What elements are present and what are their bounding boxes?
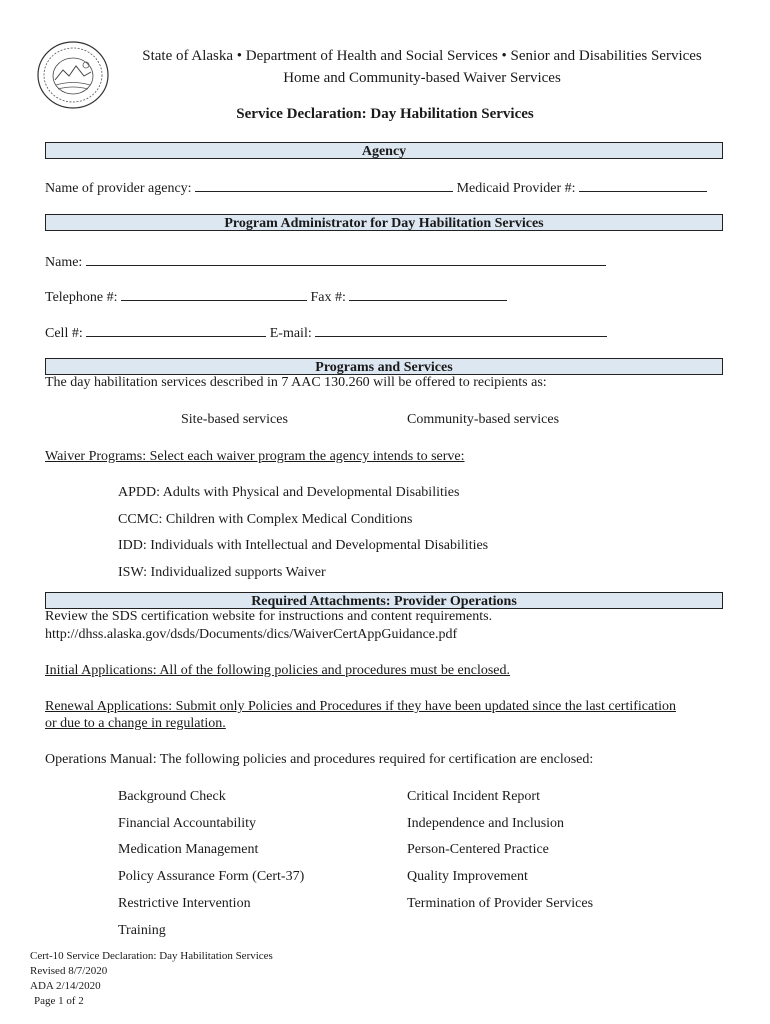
guidance-url-link[interactable]: http://dhss.alaska.gov/dsds/Documents/dics/WaiverCertAppGuidance.pdf: [45, 627, 458, 642]
header-program-line: Home and Community-based Waiver Services: [283, 70, 561, 86]
footer-ada: ADA 2/14/2020: [30, 980, 101, 992]
telephone-field[interactable]: [121, 287, 307, 301]
footer-page-number: Page 1 of 2: [34, 995, 84, 1007]
policy-assurance-form[interactable]: Policy Assurance Form (Cert-37): [118, 869, 305, 884]
policy-quality-improvement[interactable]: Quality Improvement: [407, 869, 528, 884]
cell-field[interactable]: [86, 323, 266, 337]
page-title: Service Declaration: Day Habilitation Services: [236, 106, 534, 122]
telephone-label: Telephone #:: [45, 290, 118, 305]
renewal-applications-note-1: Renewal Applications: Submit only Policies and Procedures if they have been updated since the last certification: [45, 699, 676, 714]
header-agency-line: State of Alaska • Department of Health and Social Services • Senior and Disabilities Services: [142, 48, 702, 64]
admin-name-row: [45, 252, 606, 271]
policy-training[interactable]: Training: [118, 923, 166, 938]
admin-phone-row: [45, 287, 507, 306]
medicaid-provider-label: Medicaid Provider #:: [456, 181, 576, 196]
email-label: E-mail:: [269, 326, 312, 341]
policy-termination-services[interactable]: Termination of Provider Services: [407, 896, 594, 911]
operations-manual-intro: Operations Manual: The following policies and procedures required for certification are enclosed:: [45, 752, 594, 767]
policy-person-centered-practice[interactable]: Person-Centered Practice: [407, 842, 549, 857]
admin-contact-row: [45, 323, 607, 342]
medicaid-provider-field[interactable]: [579, 178, 707, 192]
section-heading-programs: Programs and Services: [45, 358, 723, 375]
initial-applications-note: Initial Applications: All of the following policies and procedures must be enclosed.: [45, 663, 511, 678]
policy-financial-accountability[interactable]: Financial Accountability: [118, 816, 257, 831]
fax-label: Fax #:: [310, 290, 346, 305]
policy-critical-incident-report[interactable]: Critical Incident Report: [407, 789, 540, 804]
section-heading-administrator: Program Administrator for Day Habilitation Services: [45, 214, 723, 231]
option-community-based[interactable]: Community-based services: [407, 412, 560, 427]
policy-restrictive-intervention[interactable]: Restrictive Intervention: [118, 896, 251, 911]
state-seal-icon: [36, 40, 110, 110]
renewal-applications-note-2: or due to a change in regulation.: [45, 716, 226, 731]
programs-intro: The day habilitation services described in 7 AAC 130.260 will be offered to recipients as:: [45, 375, 547, 390]
waiver-option-isw[interactable]: ISW: Individualized supports Waiver: [118, 565, 326, 580]
policy-independence-inclusion[interactable]: Independence and Inclusion: [407, 816, 565, 831]
footer-form-name: Cert-10 Service Declaration: Day Habilitation Services: [30, 950, 273, 962]
footer-revised: Revised 8/7/2020: [30, 965, 108, 977]
policy-medication-management[interactable]: Medication Management: [118, 842, 259, 857]
section-heading-agency: Agency: [45, 142, 723, 159]
provider-agency-label: Name of provider agency:: [45, 181, 192, 196]
review-instructions: Review the SDS certification website for instructions and content requirements.: [45, 609, 493, 624]
fax-field[interactable]: [349, 287, 507, 301]
cell-label: Cell #:: [45, 326, 83, 341]
waiver-option-idd[interactable]: IDD: Individuals with Intellectual and Developmental Disabilities: [118, 538, 489, 553]
admin-name-label: Name:: [45, 255, 83, 270]
provider-agency-row: [45, 178, 707, 197]
section-heading-attachments: Required Attachments: Provider Operations: [45, 592, 723, 609]
policy-background-check[interactable]: Background Check: [118, 789, 226, 804]
option-site-based[interactable]: Site-based services: [181, 412, 288, 427]
waiver-instruction: Waiver Programs: Select each waiver program the agency intends to serve:: [45, 449, 465, 464]
email-field[interactable]: [315, 323, 607, 337]
waiver-option-ccmc[interactable]: CCMC: Children with Complex Medical Conditions: [118, 512, 413, 527]
admin-name-field[interactable]: [86, 252, 606, 266]
provider-agency-field[interactable]: [195, 178, 453, 192]
waiver-option-apdd[interactable]: APDD: Adults with Physical and Developmental Disabilities: [118, 485, 460, 500]
